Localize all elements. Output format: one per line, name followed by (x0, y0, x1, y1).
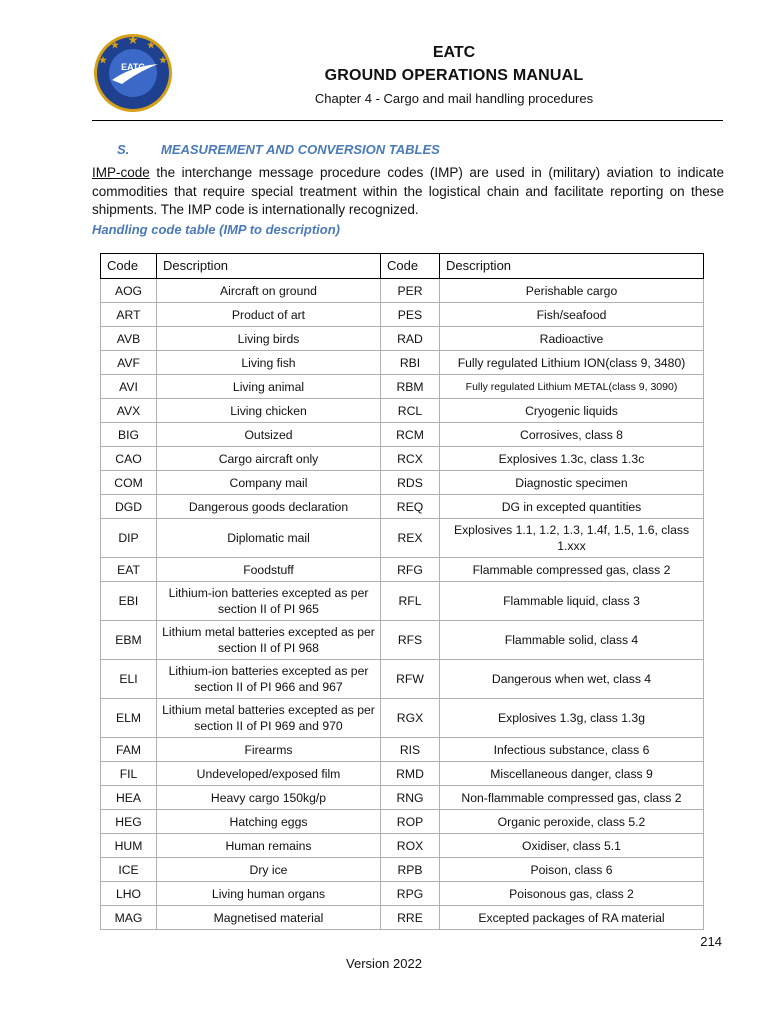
table-row (101, 399, 704, 423)
header-description-1: Description (157, 254, 381, 279)
description-cell: Lithium-ion batteries excepted as per section II of PI 966 and 967 (157, 660, 381, 699)
table-row (101, 762, 704, 786)
table-row (101, 699, 704, 738)
description-cell: Fish/seafood (440, 303, 704, 327)
code-cell: ICE (101, 858, 157, 882)
header-code-1: Code (101, 254, 157, 279)
code-cell: ROX (381, 834, 440, 858)
logo-text: EATC (121, 62, 145, 72)
footer-version: Version 2022 (346, 956, 422, 971)
code-cell: HEA (101, 786, 157, 810)
table-subheading: Handling code table (IMP to description) (92, 222, 340, 237)
description-cell: Dangerous when wet, class 4 (440, 660, 704, 699)
description-cell: Non-flammable compressed gas, class 2 (440, 786, 704, 810)
description-cell: Poisonous gas, class 2 (440, 882, 704, 906)
code-cell: RNG (381, 786, 440, 810)
code-cell: RDS (381, 471, 440, 495)
handling-code-table (100, 253, 704, 930)
description-cell: Living fish (157, 351, 381, 375)
table-row (101, 423, 704, 447)
code-cell: AVI (101, 375, 157, 399)
table-row (101, 834, 704, 858)
description-cell: Company mail (157, 471, 381, 495)
section-heading (117, 142, 440, 157)
description-cell: Poison, class 6 (440, 858, 704, 882)
code-cell: RBI (381, 351, 440, 375)
table-row (101, 660, 704, 699)
description-cell: Flammable solid, class 4 (440, 621, 704, 660)
imp-code-term: IMP-code (92, 165, 150, 180)
description-cell: Organic peroxide, class 5.2 (440, 810, 704, 834)
code-cell: AOG (101, 279, 157, 303)
code-cell: HEG (101, 810, 157, 834)
description-cell: DG in excepted quantities (440, 495, 704, 519)
table-row (101, 279, 704, 303)
table-row (101, 558, 704, 582)
intro-text: the interchange message procedure codes (IMP) are used in (military) aviation to indicate commodities that require special treatment within the logistical chain and facilitate reporting on these shipments. The IMP code is internationally recognized. (92, 165, 724, 217)
description-cell: Fully regulated Lithium METAL(class 9, 3090) (440, 375, 704, 399)
description-cell: Oxidiser, class 5.1 (440, 834, 704, 858)
description-cell: Diplomatic mail (157, 519, 381, 558)
table-row (101, 327, 704, 351)
description-cell: Product of art (157, 303, 381, 327)
code-cell: RCL (381, 399, 440, 423)
eatc-logo (92, 32, 174, 114)
header-code-2: Code (381, 254, 440, 279)
code-cell: EAT (101, 558, 157, 582)
code-cell: ELI (101, 660, 157, 699)
code-cell: ELM (101, 699, 157, 738)
code-cell: AVF (101, 351, 157, 375)
code-cell: DGD (101, 495, 157, 519)
table-row (101, 582, 704, 621)
description-cell: Excepted packages of RA material (440, 906, 704, 930)
table-row (101, 810, 704, 834)
description-cell: Human remains (157, 834, 381, 858)
code-cell: RFL (381, 582, 440, 621)
chapter-title: Chapter 4 - Cargo and mail handling procedures (314, 91, 594, 106)
description-cell: Lithium metal batteries excepted as per section II of PI 969 and 970 (157, 699, 381, 738)
code-cell: RAD (381, 327, 440, 351)
description-cell: Corrosives, class 8 (440, 423, 704, 447)
section-title: MEASUREMENT AND CONVERSION TABLES (161, 142, 440, 157)
code-cell: ART (101, 303, 157, 327)
description-cell: Magnetised material (157, 906, 381, 930)
table-row (101, 621, 704, 660)
description-cell: Dangerous goods declaration (157, 495, 381, 519)
description-cell: Flammable liquid, class 3 (440, 582, 704, 621)
table-body (101, 279, 704, 930)
description-cell: Explosives 1.3c, class 1.3c (440, 447, 704, 471)
code-cell: LHO (101, 882, 157, 906)
description-cell: Firearms (157, 738, 381, 762)
table-row (101, 906, 704, 930)
description-cell: Living chicken (157, 399, 381, 423)
table-row (101, 471, 704, 495)
description-cell: Living birds (157, 327, 381, 351)
code-cell: RFS (381, 621, 440, 660)
code-cell: AVB (101, 327, 157, 351)
code-cell: REQ (381, 495, 440, 519)
code-cell: ROP (381, 810, 440, 834)
description-cell: Hatching eggs (157, 810, 381, 834)
table-row (101, 519, 704, 558)
table-header-row (101, 254, 704, 279)
description-cell: Miscellaneous danger, class 9 (440, 762, 704, 786)
code-cell: RFG (381, 558, 440, 582)
code-cell: FIL (101, 762, 157, 786)
description-cell: Heavy cargo 150kg/p (157, 786, 381, 810)
description-cell: Cryogenic liquids (440, 399, 704, 423)
table-row (101, 375, 704, 399)
description-cell: Undeveloped/exposed film (157, 762, 381, 786)
description-cell: Explosives 1.3g, class 1.3g (440, 699, 704, 738)
code-cell: CAO (101, 447, 157, 471)
table-row (101, 738, 704, 762)
header-description-2: Description (440, 254, 704, 279)
code-cell: REX (381, 519, 440, 558)
table-row (101, 858, 704, 882)
table-row (101, 882, 704, 906)
description-cell: Aircraft on ground (157, 279, 381, 303)
description-cell: Infectious substance, class 6 (440, 738, 704, 762)
code-cell: RIS (381, 738, 440, 762)
code-cell: FAM (101, 738, 157, 762)
code-cell: RRE (381, 906, 440, 930)
code-cell: COM (101, 471, 157, 495)
table-row (101, 351, 704, 375)
table-row (101, 495, 704, 519)
table-row (101, 786, 704, 810)
description-cell: Cargo aircraft only (157, 447, 381, 471)
code-cell: AVX (101, 399, 157, 423)
org-name: EATC (432, 44, 476, 61)
code-cell: RBM (381, 375, 440, 399)
page-number: 214 (700, 934, 722, 949)
description-cell: Foodstuff (157, 558, 381, 582)
code-cell: PER (381, 279, 440, 303)
code-cell: RCM (381, 423, 440, 447)
description-cell: Living human organs (157, 882, 381, 906)
description-cell: Living animal (157, 375, 381, 399)
code-cell: EBM (101, 621, 157, 660)
code-cell: EBI (101, 582, 157, 621)
code-cell: PES (381, 303, 440, 327)
manual-title: GROUND OPERATIONS MANUAL (324, 67, 584, 84)
document-header (180, 42, 728, 110)
code-cell: BIG (101, 423, 157, 447)
code-cell: RFW (381, 660, 440, 699)
code-cell: HUM (101, 834, 157, 858)
code-cell: RCX (381, 447, 440, 471)
description-cell: Fully regulated Lithium ION(class 9, 3480) (440, 351, 704, 375)
code-cell: RPG (381, 882, 440, 906)
description-cell: Outsized (157, 423, 381, 447)
intro-paragraph (92, 164, 724, 220)
description-cell: Radioactive (440, 327, 704, 351)
code-cell: RMD (381, 762, 440, 786)
table-row (101, 447, 704, 471)
description-cell: Dry ice (157, 858, 381, 882)
description-cell: Perishable cargo (440, 279, 704, 303)
description-cell: Explosives 1.1, 1.2, 1.3, 1.4f, 1.5, 1.6, class 1.xxx (440, 519, 704, 558)
description-cell: Lithium metal batteries excepted as per section II of PI 968 (157, 621, 381, 660)
table-row (101, 303, 704, 327)
code-cell: RPB (381, 858, 440, 882)
code-cell: RGX (381, 699, 440, 738)
code-cell: DIP (101, 519, 157, 558)
description-cell: Diagnostic specimen (440, 471, 704, 495)
header-divider (92, 120, 723, 121)
description-cell: Flammable compressed gas, class 2 (440, 558, 704, 582)
description-cell: Lithium-ion batteries excepted as per section II of PI 965 (157, 582, 381, 621)
code-cell: MAG (101, 906, 157, 930)
section-number: S. (117, 142, 130, 157)
